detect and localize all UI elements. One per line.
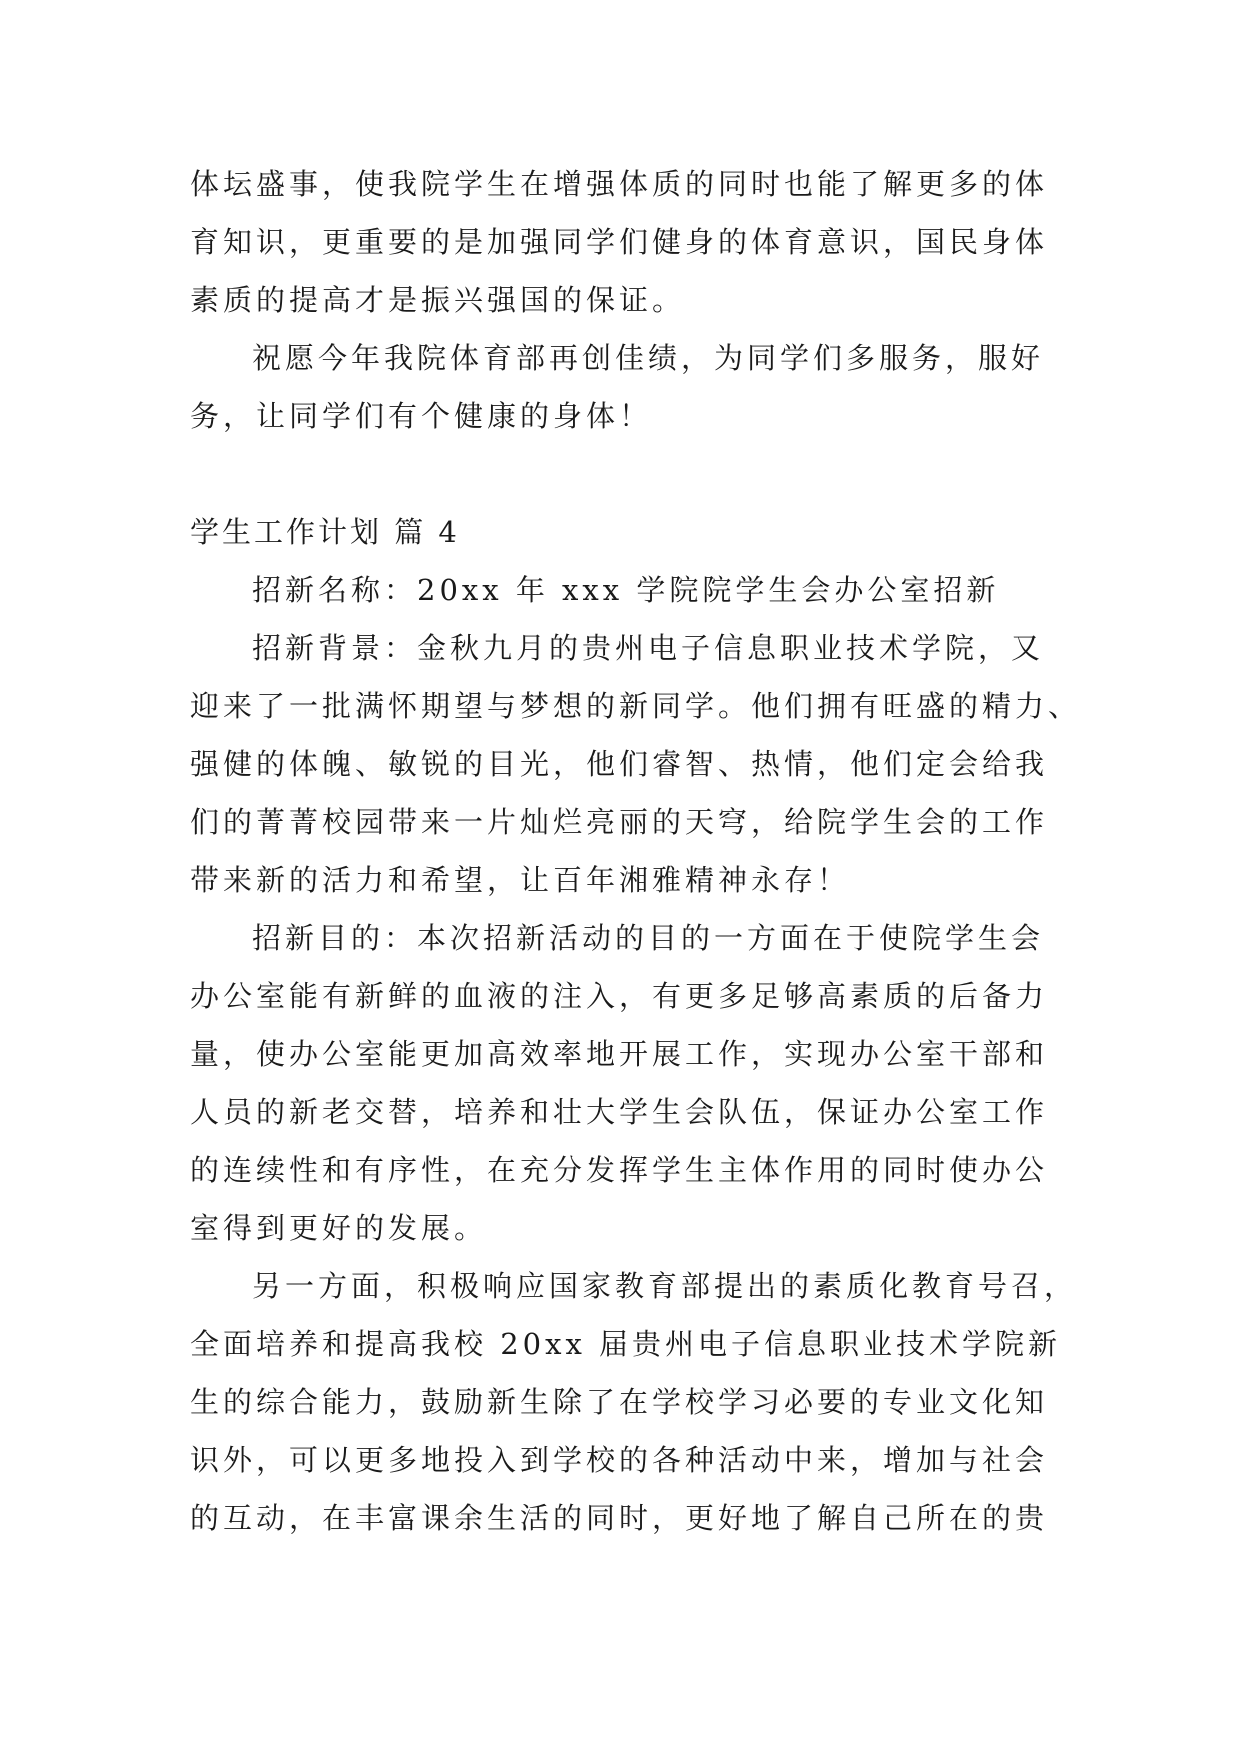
- paragraph-line: 全面培养和提高我校 20xx 届贵州电子信息职业技术学院新: [190, 1327, 1062, 1361]
- paragraph-line: 人员的新老交替，培养和壮大学生会队伍，保证办公室工作: [190, 1095, 1049, 1129]
- intro-paragraph: [190, 155, 1050, 329]
- paragraph-line: 体坛盛事，使我院学生在增强体质的同时也能了解更多的体: [190, 167, 1049, 201]
- recruit-name-paragraph: [190, 561, 1050, 619]
- paragraph-line: 量，使办公室能更加高效率地开展工作，实现办公室干部和: [190, 1037, 1049, 1071]
- recruit-purpose-paragraph: [190, 909, 1050, 1257]
- paragraph-line: 素质的提高才是振兴强国的保证。: [190, 283, 686, 317]
- paragraph-line: 招新目的：本次招新活动的目的一方面在于使院学生会: [252, 921, 1045, 955]
- paragraph-line: 育知识，更重要的是加强同学们健身的体育意识，国民身体: [190, 225, 1049, 259]
- section-spacer: [190, 445, 1050, 503]
- paragraph-line: 的互动，在丰富课余生活的同时，更好地了解自己所在的贵: [190, 1501, 1049, 1535]
- paragraph-line: 们的菁菁校园带来一片灿烂亮丽的天穹，给院学生会的工作: [190, 805, 1049, 839]
- paragraph-line: 招新名称：20xx 年 xxx 学院院学生会办公室招新: [252, 573, 1000, 607]
- section-title: 学生工作计划 篇 4: [190, 515, 460, 549]
- recruit-background-paragraph: [190, 619, 1082, 909]
- document-body: [190, 155, 1082, 1547]
- paragraph-line: 识外，可以更多地投入到学校的各种活动中来，增加与社会: [190, 1443, 1049, 1477]
- wish-paragraph: [190, 329, 1050, 445]
- other-aspect-paragraph: [190, 1257, 1078, 1547]
- paragraph-line: 招新背景：金秋九月的贵州电子信息职业技术学院，又: [252, 631, 1045, 665]
- paragraph-line: 另一方面，积极响应国家教育部提出的素质化教育号召，: [252, 1269, 1078, 1303]
- paragraph-line: 带来新的活力和希望，让百年湘雅精神永存！: [190, 863, 851, 897]
- paragraph-line: 务，让同学们有个健康的身体！: [190, 399, 653, 433]
- paragraph-line: 生的综合能力，鼓励新生除了在学校学习必要的专业文化知: [190, 1385, 1049, 1419]
- paragraph-line: 强健的体魄、敏锐的目光，他们睿智、热情，他们定会给我: [190, 747, 1049, 781]
- paragraph-line: 办公室能有新鲜的血液的注入，有更多足够高素质的后备力: [190, 979, 1049, 1013]
- paragraph-line: 室得到更好的发展。: [190, 1211, 488, 1245]
- paragraph-line: 祝愿今年我院体育部再创佳绩，为同学们多服务，服好: [252, 341, 1045, 375]
- paragraph-line: 的连续性和有序性，在充分发挥学生主体作用的同时使办公: [190, 1153, 1049, 1187]
- paragraph-line: 迎来了一批满怀期望与梦想的新同学。他们拥有旺盛的精力、: [190, 689, 1082, 723]
